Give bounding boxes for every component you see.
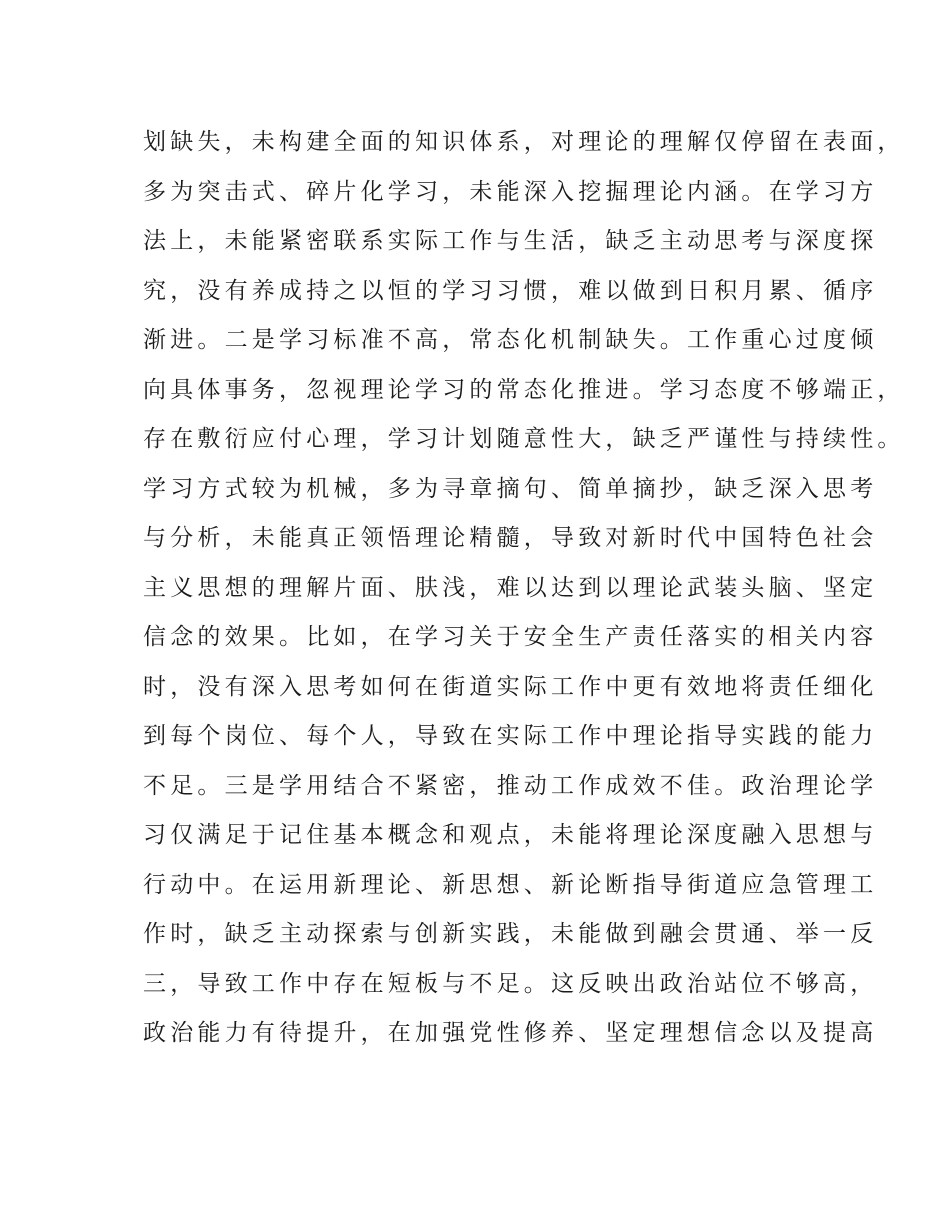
text-line: 习仅满足于记住基本概念和观点，未能将理论深度融入思想与: [143, 822, 878, 848]
text-line: 究，没有养成持之以恒的学习习惯，难以做到日积月累、循序: [143, 277, 878, 304]
text-line: 与分析，未能真正领悟理论精髓，导致对新时代中国特色社会: [143, 525, 878, 551]
text-line: 法上，未能紧密联系实际工作与生活，缺乏主动思考与深度探: [143, 228, 878, 254]
text-line: 划缺失，未构建全面的知识体系，对理论的理解仅停留在表面，: [143, 129, 905, 155]
text-line: 主义思想的理解片面、肤浅，难以达到以理论武装头脑、坚定: [143, 574, 878, 601]
text-line: 向具体事务，忽视理论学习的常态化推进。学习态度不够端正，: [143, 376, 905, 403]
text-line: 学习方式较为机械，多为寻章摘句、简单摘抄，缺乏深入思考: [143, 475, 878, 502]
body-text: [143, 122, 905, 1063]
text-line: 三，导致工作中存在短板与不足。这反映出政治站位不够高，: [143, 970, 878, 997]
text-line: 作时，缺乏主动探索与创新实践，未能做到融会贯通、举一反: [143, 921, 878, 947]
text-line: 行动中。在运用新理论、新思想、新论断指导街道应急管理工: [143, 871, 878, 898]
text-line: 渐进。二是学习标准不高，常态化机制缺失。工作重心过度倾: [143, 327, 878, 353]
text-line: 政治能力有待提升，在加强党性修养、坚定理想信念以及提高: [143, 1020, 878, 1046]
text-line: 时，没有深入思考如何在街道实际工作中更有效地将责任细化: [143, 673, 878, 700]
text-line: 存在敷衍应付心理，学习计划随意性大，缺乏严谨性与持续性。: [143, 426, 905, 452]
text-line: 到每个岗位、每个人，导致在实际工作中理论指导实践的能力: [143, 723, 878, 749]
text-line: 不足。三是学用结合不紧密，推动工作成效不佳。政治理论学: [143, 772, 878, 799]
text-line: 多为突击式、碎片化学习，未能深入挖掘理论内涵。在学习方: [143, 178, 878, 205]
text-line: 信念的效果。比如，在学习关于安全生产责任落实的相关内容: [143, 624, 878, 650]
